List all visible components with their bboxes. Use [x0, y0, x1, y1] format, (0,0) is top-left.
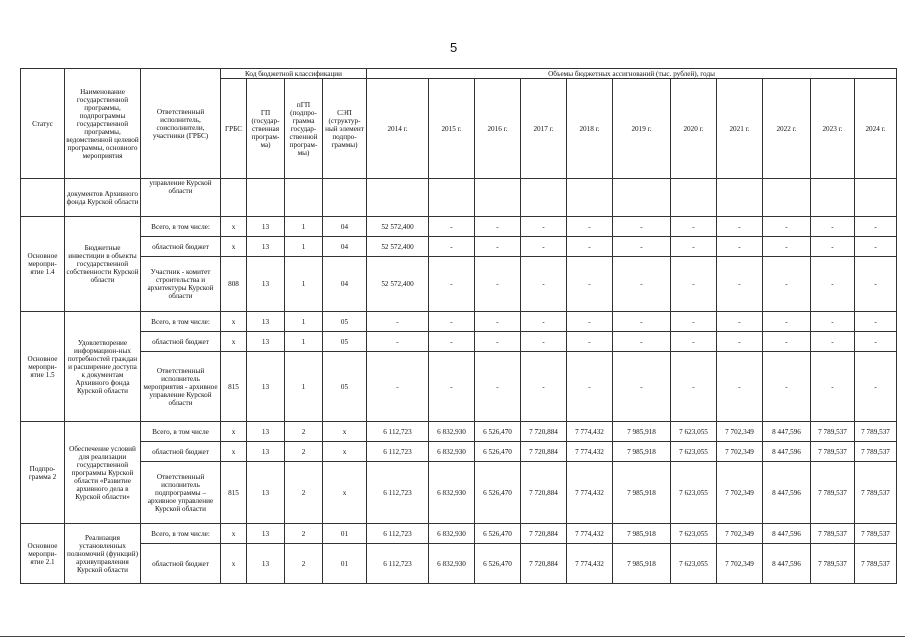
value-cell: - — [763, 257, 811, 312]
pgp-cell: 1 — [285, 217, 323, 237]
value-cell: - — [855, 237, 897, 257]
value-cell: - — [521, 237, 567, 257]
col-name-header: Наименование государственной программы, подпрограммы государственной программы, ведомственной целевой программы, основного мероприятия — [65, 69, 141, 179]
value-cell: - — [811, 312, 855, 332]
sep-cell: 05 — [323, 352, 367, 422]
value-cell: - — [763, 237, 811, 257]
gp-cell: 13 — [247, 312, 285, 332]
table-row — [21, 352, 897, 422]
value-cell: - — [811, 352, 855, 422]
value-cell: 7 702,349 — [717, 544, 763, 584]
value-cell: 7 702,349 — [717, 442, 763, 462]
gp-cell: 13 — [247, 524, 285, 544]
value-cell: - — [671, 217, 717, 237]
sep-cell: 01 — [323, 544, 367, 584]
value-cell: - — [855, 217, 897, 237]
sep-cell: x — [323, 462, 367, 524]
value-cell: - — [763, 332, 811, 352]
value-cell: - — [429, 237, 475, 257]
value-cell: 6 112,723 — [367, 524, 429, 544]
value-cell: - — [855, 352, 897, 422]
pgp-cell: 1 — [285, 237, 323, 257]
grbs-cell: 808 — [221, 257, 247, 312]
value-cell: 7 985,918 — [613, 544, 671, 584]
value-cell: - — [613, 257, 671, 312]
gp-cell: 13 — [247, 332, 285, 352]
gp-cell: 13 — [247, 237, 285, 257]
year-header: 2017 г. — [521, 79, 567, 179]
sep-cell: 04 — [323, 237, 367, 257]
value-cell: 6 832,930 — [429, 544, 475, 584]
grbs-cell: x — [221, 544, 247, 584]
year-header: 2022 г. — [763, 79, 811, 179]
continuation-row — [21, 179, 897, 217]
value-cell: 8 447,596 — [763, 462, 811, 524]
value-cell: - — [671, 352, 717, 422]
value-cell: 7 720,884 — [521, 462, 567, 524]
value-cell: 6 526,470 — [475, 462, 521, 524]
responsible-cell: областной бюджет — [141, 442, 221, 462]
year-header: 2014 г. — [367, 79, 429, 179]
grbs-cell: x — [221, 217, 247, 237]
pgp-cell: 1 — [285, 332, 323, 352]
value-cell: - — [567, 352, 613, 422]
value-cell: 7 623,055 — [671, 462, 717, 524]
value-cell: 7 774,432 — [567, 422, 613, 442]
responsible-cell: областной бюджет — [141, 544, 221, 584]
value-cell: - — [521, 217, 567, 237]
value-cell: - — [671, 237, 717, 257]
grbs-cell: x — [221, 312, 247, 332]
status-cell: Основное меропри-ятие 1.4 — [21, 217, 65, 312]
value-cell: 7 985,918 — [613, 524, 671, 544]
table-row — [21, 312, 897, 332]
value-cell: 6 112,723 — [367, 544, 429, 584]
budget-code-header: Код бюджетной классификации — [221, 69, 367, 79]
value-cell: - — [567, 312, 613, 332]
status-cell — [21, 179, 65, 217]
value-cell: 6 526,470 — [475, 524, 521, 544]
status-cell: Основное меропри-ятие 1.5 — [21, 312, 65, 422]
value-cell: 7 789,537 — [855, 422, 897, 442]
name-cell: документов Архивного фонда Курской области — [65, 179, 141, 217]
value-cell: 7 720,884 — [521, 422, 567, 442]
responsible-cell: Всего, в том числе: — [141, 312, 221, 332]
value-cell: 7 789,537 — [811, 544, 855, 584]
value-cell: 7 789,537 — [855, 462, 897, 524]
value-cell: - — [475, 217, 521, 237]
grbs-cell: x — [221, 237, 247, 257]
value-cell: - — [763, 312, 811, 332]
value-cell: 7 720,884 — [521, 442, 567, 462]
value-cell: - — [429, 312, 475, 332]
responsible-cell: областной бюджет — [141, 237, 221, 257]
name-cell: Удовлетворение информацион-ных потребностей граждан и расширение доступа к документам Архивного фонда Курской области — [65, 312, 141, 422]
value-cell: 6 112,723 — [367, 442, 429, 462]
value-cell: 6 832,930 — [429, 524, 475, 544]
value-cell: - — [671, 257, 717, 312]
value-cell: 7 774,432 — [567, 462, 613, 524]
responsible-cell: Ответственный исполнитель мероприятия - архивное управление Курской области — [141, 352, 221, 422]
value-cell: - — [367, 312, 429, 332]
value-cell: 7 623,055 — [671, 442, 717, 462]
grbs-cell: 815 — [221, 462, 247, 524]
value-cell: - — [521, 257, 567, 312]
col-gp-header: ГП (государ-ственная програм-ма) — [247, 79, 285, 179]
table-row — [21, 332, 897, 352]
value-cell: - — [475, 352, 521, 422]
value-cell: 8 447,596 — [763, 544, 811, 584]
year-header: 2023 г. — [811, 79, 855, 179]
value-cell: 7 623,055 — [671, 524, 717, 544]
status-cell: Подпро-грамма 2 — [21, 422, 65, 524]
responsible-cell: Всего, в том числе: — [141, 524, 221, 544]
value-cell: - — [763, 352, 811, 422]
value-cell: 6 112,723 — [367, 462, 429, 524]
value-cell: 7 623,055 — [671, 544, 717, 584]
value-cell: - — [811, 257, 855, 312]
sep-cell: 05 — [323, 312, 367, 332]
col-grbs-header: ГРБС — [221, 79, 247, 179]
value-cell: 8 447,596 — [763, 422, 811, 442]
table-row — [21, 237, 897, 257]
pgp-cell: 2 — [285, 462, 323, 524]
gp-cell: 13 — [247, 462, 285, 524]
value-cell: 6 526,470 — [475, 544, 521, 584]
value-cell: 7 789,537 — [811, 442, 855, 462]
value-cell: 7 623,055 — [671, 422, 717, 442]
value-cell: - — [475, 312, 521, 332]
col-sep-header: СЭП (структур-ный элемент подпро-граммы) — [323, 79, 367, 179]
gp-cell: 13 — [247, 217, 285, 237]
value-cell: - — [567, 237, 613, 257]
value-cell: - — [613, 217, 671, 237]
year-header: 2021 г. — [717, 79, 763, 179]
page-bottom-rule — [0, 636, 905, 637]
value-cell: - — [671, 312, 717, 332]
value-cell: - — [717, 352, 763, 422]
value-cell: - — [717, 332, 763, 352]
value-cell: - — [855, 332, 897, 352]
sep-cell: x — [323, 442, 367, 462]
value-cell: 7 702,349 — [717, 422, 763, 442]
value-cell: - — [475, 257, 521, 312]
value-cell: 7 789,537 — [811, 422, 855, 442]
value-cell: 52 572,400 — [367, 217, 429, 237]
value-cell: - — [671, 332, 717, 352]
value-cell: - — [613, 332, 671, 352]
value-cell: - — [717, 312, 763, 332]
value-cell: 52 572,400 — [367, 257, 429, 312]
table-row — [21, 524, 897, 544]
value-cell: - — [521, 352, 567, 422]
budget-table — [20, 68, 897, 584]
gp-cell: 13 — [247, 442, 285, 462]
value-cell: - — [855, 312, 897, 332]
table-row — [21, 442, 897, 462]
value-cell: - — [567, 257, 613, 312]
value-cell: 6 832,930 — [429, 442, 475, 462]
value-cell: 6 526,470 — [475, 422, 521, 442]
name-cell: Обеспечение условий для реализации государственной программы Курской области «Развитие архивного дела в Курской области» — [65, 422, 141, 524]
value-cell: - — [855, 257, 897, 312]
sep-cell: 05 — [323, 332, 367, 352]
value-cell: 6 112,723 — [367, 422, 429, 442]
pgp-cell: 2 — [285, 524, 323, 544]
year-header: 2024 г. — [855, 79, 897, 179]
grbs-cell: x — [221, 442, 247, 462]
value-cell: 7 774,432 — [567, 544, 613, 584]
year-header: 2019 г. — [613, 79, 671, 179]
value-cell: 6 832,930 — [429, 462, 475, 524]
grbs-cell: x — [221, 524, 247, 544]
value-cell: 7 720,884 — [521, 544, 567, 584]
col-status-header: Статус — [21, 69, 65, 179]
name-cell: Бюджетные инвестиции в объекты государственной собственности Курской области — [65, 217, 141, 312]
value-cell: - — [613, 352, 671, 422]
status-cell: Основное меропри-ятие 2.1 — [21, 524, 65, 584]
responsible-cell: Всего, в том числе: — [141, 217, 221, 237]
pgp-cell: 2 — [285, 422, 323, 442]
value-cell: 7 789,537 — [855, 544, 897, 584]
value-cell: - — [613, 312, 671, 332]
year-header: 2015 г. — [429, 79, 475, 179]
sep-cell: 01 — [323, 524, 367, 544]
responsible-cell: управление Курской области — [141, 179, 221, 217]
value-cell: 7 985,918 — [613, 422, 671, 442]
grbs-cell: x — [221, 422, 247, 442]
pgp-cell: 2 — [285, 544, 323, 584]
grbs-cell: x — [221, 332, 247, 352]
value-cell: 7 774,432 — [567, 442, 613, 462]
value-cell: 7 702,349 — [717, 462, 763, 524]
value-cell: 7 789,537 — [811, 462, 855, 524]
responsible-cell: областной бюджет — [141, 332, 221, 352]
volumes-header: Объемы бюджетных ассигнований (тыс. рублей), годы — [367, 69, 897, 79]
value-cell: 7 789,537 — [855, 524, 897, 544]
value-cell: 7 702,349 — [717, 524, 763, 544]
gp-cell: 13 — [247, 544, 285, 584]
year-header: 2016 г. — [475, 79, 521, 179]
value-cell: 52 572,400 — [367, 237, 429, 257]
value-cell: - — [613, 237, 671, 257]
value-cell: - — [567, 217, 613, 237]
year-header: 2020 г. — [671, 79, 717, 179]
value-cell: - — [811, 332, 855, 352]
value-cell: - — [521, 332, 567, 352]
responsible-cell: Ответственный исполнитель подпрограммы – архивное управление Курской области — [141, 462, 221, 524]
pgp-cell: 2 — [285, 442, 323, 462]
page-number: 5 — [450, 40, 458, 55]
value-cell: 6 526,470 — [475, 442, 521, 462]
value-cell: - — [429, 352, 475, 422]
value-cell: - — [717, 217, 763, 237]
value-cell: - — [763, 217, 811, 237]
value-cell: 7 985,918 — [613, 442, 671, 462]
value-cell: 7 720,884 — [521, 524, 567, 544]
value-cell: 6 832,930 — [429, 422, 475, 442]
responsible-cell: Участник - комитет строительства и архитектуры Курской области — [141, 257, 221, 312]
value-cell: 7 985,918 — [613, 462, 671, 524]
table-row — [21, 257, 897, 312]
value-cell: - — [429, 217, 475, 237]
value-cell: - — [367, 332, 429, 352]
value-cell: 8 447,596 — [763, 442, 811, 462]
gp-cell: 13 — [247, 422, 285, 442]
gp-cell: 13 — [247, 352, 285, 422]
year-header: 2018 г. — [567, 79, 613, 179]
value-cell: - — [811, 217, 855, 237]
table-row — [21, 217, 897, 237]
sep-cell: 04 — [323, 217, 367, 237]
value-cell: 8 447,596 — [763, 524, 811, 544]
value-cell: - — [521, 312, 567, 332]
responsible-cell: Всего, в том числе — [141, 422, 221, 442]
value-cell: 7 774,432 — [567, 524, 613, 544]
value-cell: - — [567, 332, 613, 352]
pgp-cell: 1 — [285, 257, 323, 312]
sep-cell: 04 — [323, 257, 367, 312]
col-pgp-header: пГП (подпро-грамма государ-ственной програм-мы) — [285, 79, 323, 179]
value-cell: - — [475, 237, 521, 257]
pgp-cell: 1 — [285, 312, 323, 332]
value-cell: - — [475, 332, 521, 352]
value-cell: - — [429, 257, 475, 312]
gp-cell: 13 — [247, 257, 285, 312]
value-cell: 7 789,537 — [855, 442, 897, 462]
table-row — [21, 422, 897, 442]
table-row — [21, 544, 897, 584]
value-cell: - — [717, 257, 763, 312]
col-responsible-header: Ответственный исполнитель, соисполнители, участники (ГРБС) — [141, 69, 221, 179]
value-cell: - — [429, 332, 475, 352]
value-cell: - — [717, 237, 763, 257]
grbs-cell: 815 — [221, 352, 247, 422]
pgp-cell: 1 — [285, 352, 323, 422]
value-cell: - — [811, 237, 855, 257]
table-row — [21, 462, 897, 524]
value-cell: 7 789,537 — [811, 524, 855, 544]
value-cell: - — [367, 352, 429, 422]
sep-cell: x — [323, 422, 367, 442]
name-cell: Реализация установленных полномочий (функций) архивуправления Курской области — [65, 524, 141, 584]
